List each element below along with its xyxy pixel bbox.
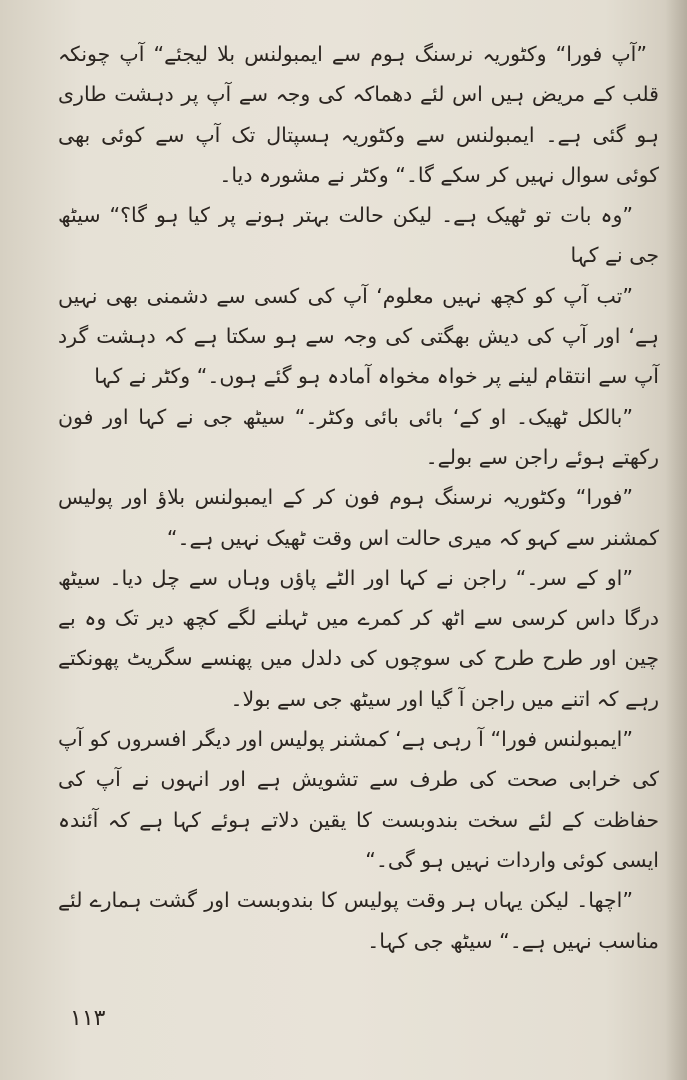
paragraph: ”آپ فورا“ وکٹوریہ نرسنگ ہوم سے ایمبولنس بلا لیجئے“ آپ چونکہ قلب کے مریض ہیں اس لئے دھماکہ کی وجہ سے آپ پر دہشت طاری ہو گئی ہے۔ ایمبولنس سے وکٹوریہ ہسپتال تک آپ سے کوئی بھی کوئی سوال نہیں کر سکے گا۔“ وکٹر نے مشورہ دیا۔ xyxy=(58,42,659,187)
paragraph: ”تب آپ کو کچھ نہیں معلوم‘ آپ کی کسی سے دشمنی بھی نہیں ہے‘ اور آپ کی دیش بھگتی کی وجہ سے ہو سکتا ہے کہ دہشت گرد آپ سے انتقام لینے پر خواہ مخواہ آمادہ ہو گئے ہوں۔“ وکٹر نے کہا xyxy=(58,283,659,389)
paragraph: ”وہ بات تو ٹھیک ہے۔ لیکن حالت بہتر ہونے پر کیا ہو گا؟“ سیٹھ جی نے کہا xyxy=(58,203,659,268)
paragraph: ”اچھا۔ لیکن یہاں ہر وقت پولیس کا بندوبست اور گشت ہمارے لئے مناسب نہیں ہے۔“ سیٹھ جی کہا۔ xyxy=(58,888,659,953)
page-number: ۱۱۳ xyxy=(70,1006,106,1031)
paragraph: ”فورا“ وکٹوریہ نرسنگ ہوم فون کر کے ایمبولنس بلاؤ اور پولیس کمشنر سے کہو کہ میری حالت اس وقت ٹھیک نہیں ہے۔“ xyxy=(58,485,659,550)
page-text-body xyxy=(58,34,659,961)
paragraph: ”ایمبولنس فورا“ آ رہی ہے‘ کمشنر پولیس اور دیگر افسروں کو آپ کی خرابی صحت کی طرف سے تشویش ہے اور انہوں نے آپ کی حفاظت کے لئے سخت بندوبست کا یقین دلاتے ہوئے کہا ہے کہ آئندہ ایسی کوئی واردات نہیں ہو گی۔“ xyxy=(58,727,659,872)
paragraph: ”او کے سر۔“ راجن نے کہا اور الٹے پاؤں وہاں سے چل دیا۔ سیٹھ درگا داس کرسی سے اٹھ کر کمرے میں ٹہلنے لگے کچھ دیر تک وہ بے چین اور طرح طرح کی سوچوں کی دلدل میں پھنسے سگریٹ پھونکتے رہے کہ اتنے میں راجن آ گیا اور سیٹھ جی سے بولا۔ xyxy=(58,565,659,711)
paragraph: ”بالکل ٹھیک۔ او کے‘ بائی بائی وکٹر۔“ سیٹھ جی نے کہا اور فون رکھتے ہوئے راجن سے بولے۔ xyxy=(58,404,659,469)
page-gutter-shadow xyxy=(665,0,687,1080)
